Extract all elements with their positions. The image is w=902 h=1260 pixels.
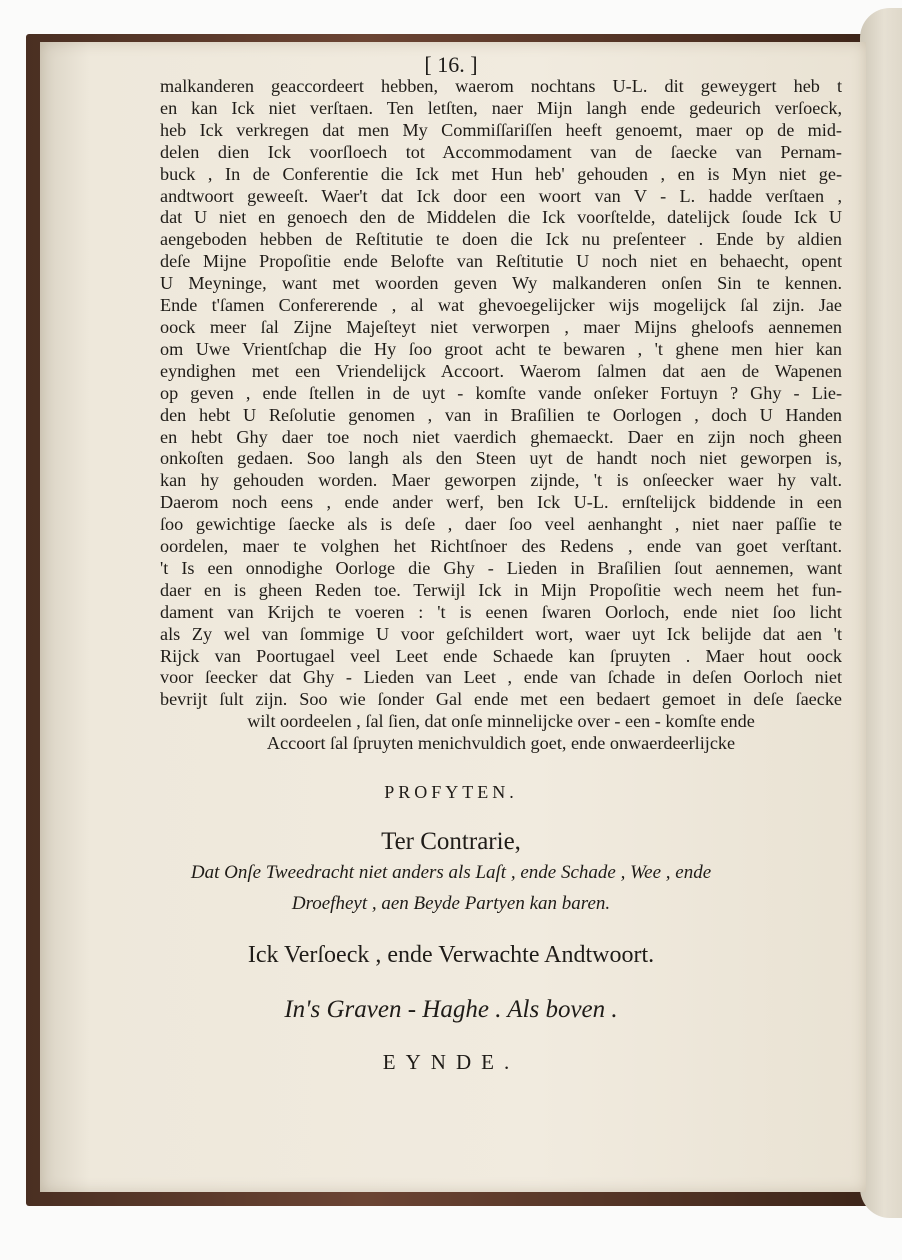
text-line: om Uwe Vrientſchap die Hy ſoo groot acht te bewaren , 't ghene men hier kan xyxy=(160,338,842,359)
italic-line-2: Droefheyt , aen Beyde Partyen kan baren. xyxy=(291,893,611,914)
text-line: kan hy gehouden worden. Maer geworpen zijnde, 't is onſeecker waer hy valt. xyxy=(160,470,842,491)
text-line: U Meyninge, want met woorden geven Wy malkanderen onſen Sin te kennen. xyxy=(160,273,842,294)
text-line: Rijck van Poortugael veel Leet ende Schaede kan ſpruyten . Maer hout oock xyxy=(160,645,842,666)
page-number: [ 16. ] xyxy=(424,52,478,77)
request-line: Ick Verſoeck , ende Verwachte Andtwoort. xyxy=(247,942,655,968)
text-line: aengeboden hebben de Reſtitutie te doen die Ick nu preſenteer . Ende by aldien xyxy=(160,229,842,250)
text-line: 't Is een onnodighe Oorloge die Ghy - Lieden in Braſilien ſout aennemen, want xyxy=(160,557,842,578)
text-line: malkanderen geaccordeert hebben, waerom nochtans U-L. dit geweygert heb t xyxy=(160,76,842,96)
profyten-heading: PROFYTEN. xyxy=(384,782,518,802)
text-line: delen dien Ick voorſloech tot Accommodament van de ſaecke van Pernam- xyxy=(160,141,842,162)
next-page-edge xyxy=(860,8,902,1218)
text-line: Daerom noch eens , ende ander werf, ben Ick U-L. ernſtelijck biddende in een xyxy=(160,492,842,513)
text-line: bevrijt ſult zijn. Soo wie ſonder Gal ende met een bedaert gemoet in deſe ſaecke xyxy=(160,689,842,710)
text-line: voor ſeecker dat Ghy - Lieden van Leet , ende van ſchade in deſen Oorloch niet xyxy=(160,667,842,688)
text-line: oock meer ſal Zijne Majeſteyt niet verworpen , maer Mijns gheloofs aennemen xyxy=(160,316,842,337)
text-line: en hebt Ghy daer toe noch niet vaerdich ghemaeckt. Daer en zijn noch gheen xyxy=(160,426,842,447)
text-line: den hebt U Reſolutie genomen , van in Braſilien te Oorlogen , doch U Handen xyxy=(160,404,842,425)
text-line: daer en is gheen Reden toe. Terwijl Ick in Mijn Propoſitie wech neem het fun- xyxy=(160,579,842,600)
body-text xyxy=(160,76,842,755)
text-line: Accoort ſal ſpruyten menichvuldich goet, ende onwaerdeerlijcke xyxy=(266,733,736,754)
text-line: andtwoort geweeſt. Waer't dat Ick door een woort van V - L. hadde verſtaen , xyxy=(160,185,842,206)
text-line: dat U niet en genoech den de Middelen die Ick voorſtelde, datelijck ſoude Ick U xyxy=(160,207,842,228)
text-line: dament van Krijch te voeren : 't is eenen ſwaren Oorloch, ende niet ſoo licht xyxy=(160,601,842,622)
text-line: als Zy wel van ſommige U voor geſchildert wort, waer uyt Ick belijde dat aen 't xyxy=(160,623,842,644)
text-line: op geven , ende ſtellen in de uyt - komſte vande onſeker Fortuyn ? Ghy - Lie- xyxy=(160,382,842,403)
text-line: onkoſten gedaen. Soo langh als den Steen uyt de handt noch niet geworpen is, xyxy=(160,448,842,469)
italic-line-1: Dat Onſe Tweedracht niet anders als Laſt , ende Schade , Wee , ende xyxy=(190,862,712,883)
text-line: oordelen, maer te volghen het Richtſnoer des Redens , ende van goet verſtant. xyxy=(160,536,842,557)
text-line: ſoo gewichtige ſaecke als is deſe , daer ſoo veel aenhanght , niet naer paſſie te xyxy=(160,514,842,535)
text-line: en kan Ick niet verſtaen. Ten letſten, naer Mijn langh ende gedeurich verſoeck, xyxy=(160,97,842,118)
end-word: EYNDE. xyxy=(382,1050,520,1074)
text-line: deſe Mijne Propoſitie ende Belofte van Reſtitutie U noch niet en behaecht, opent xyxy=(160,251,842,272)
text-line: buck , In de Conferentie die Ick met Hun heb' gehouden , en is Myn niet ge- xyxy=(160,163,842,184)
text-line: Ende t'ſamen Confererende , al wat ghevoegelijcker wijs mogelijck ſal zijn. Jae xyxy=(160,295,842,316)
text-line: heb Ick verkregen dat men My Commiſſariſſen heeft genoemt, maer op de mid- xyxy=(160,119,842,140)
place-line: In's Graven - Haghe . Als boven . xyxy=(284,996,618,1023)
text-line: eyndighen met een Vriendelijck Accoort. Waerom ſalmen dat aen de Wapenen xyxy=(160,360,842,381)
text-line: wilt oordeelen , ſal ſien, dat onſe minnelijcke over - een - komſte ende xyxy=(247,711,755,732)
ter-contrarie-heading: Ter Contrarie, xyxy=(381,828,521,855)
